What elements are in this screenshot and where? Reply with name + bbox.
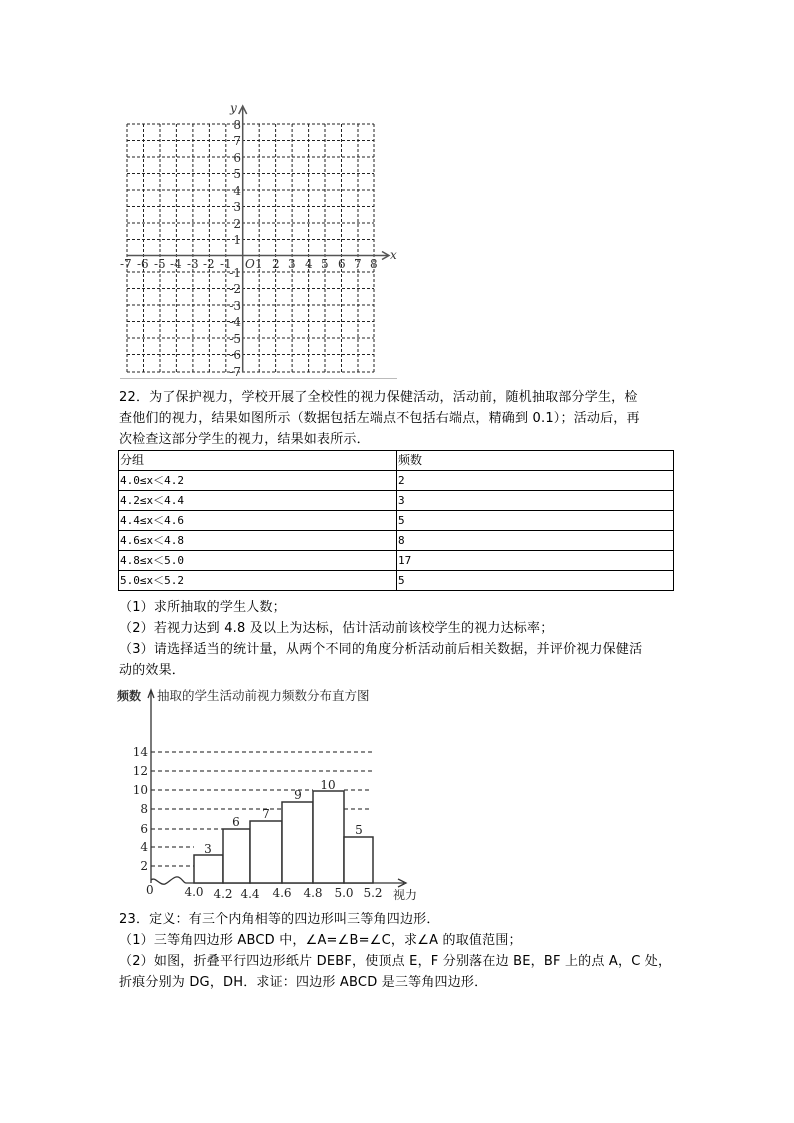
svg-text:-2: -2: [203, 257, 215, 271]
y-axis-label: y: [230, 101, 237, 115]
table-row: [119, 491, 674, 511]
bar-4.4-4.6: [250, 821, 282, 883]
svg-text:7: 7: [233, 134, 241, 148]
svg-text:3: 3: [288, 257, 296, 271]
svg-text:8: 8: [233, 118, 241, 132]
cell-frequency: 3: [397, 491, 674, 511]
cell-group: 4.8≤x＜5.0: [119, 551, 397, 571]
svg-text:12: 12: [132, 764, 148, 778]
bar-4.6-4.8: [282, 802, 313, 883]
svg-text:-2: -2: [229, 282, 241, 296]
svg-text:5: 5: [355, 823, 363, 837]
bar-4.0-4.2: [194, 855, 223, 883]
histogram-bars: [194, 791, 373, 883]
chart-title: 抽取的学生活动前视力频数分布直方图: [157, 688, 370, 703]
svg-text:6: 6: [232, 815, 240, 829]
table-row: [119, 551, 674, 571]
svg-text:1: 1: [255, 257, 263, 271]
svg-text:4.4: 4.4: [240, 887, 260, 901]
q22-sub-3: （3）请选择适当的统计量，从两个不同的角度分析活动前后相关数据，并评价视力保健活: [119, 642, 643, 657]
svg-text:-3: -3: [229, 299, 241, 313]
histogram-chart: [115, 686, 425, 904]
cell-group: 4.2≤x＜4.4: [119, 491, 397, 511]
cell-group: 4.6≤x＜4.8: [119, 531, 397, 551]
svg-text:4: 4: [305, 257, 313, 271]
svg-text:3: 3: [233, 200, 241, 214]
svg-text:1: 1: [233, 233, 241, 247]
svg-text:4: 4: [140, 840, 148, 854]
svg-text:9: 9: [294, 788, 302, 802]
y-tick-labels: [229, 118, 241, 379]
grid-lines: [127, 124, 374, 372]
svg-text:4.8: 4.8: [303, 886, 323, 900]
q22-sub-2: （2）若视力达到 4.8 及以上为达标，估计活动前该校学生的视力达标率；: [119, 621, 554, 636]
cell-frequency: 17: [397, 551, 674, 571]
svg-text:5: 5: [321, 257, 329, 271]
svg-text:5: 5: [233, 167, 241, 181]
svg-text:2: 2: [233, 217, 241, 231]
svg-text:2: 2: [140, 859, 148, 873]
q23-sub-1: （1）三等角四边形 ABCD 中，∠A=∠B=∠C，求∠A 的取值范围；: [119, 933, 522, 948]
table-header-row: [119, 451, 674, 471]
bar-4.2-4.4: [223, 829, 250, 883]
bar-4.8-5.0: [313, 791, 344, 883]
q23-sub-2: （2）如图，折叠平行四边形纸片 DEBF，使顶点 E，F 分别落在边 BE，BF 上的点 A，C 处，: [119, 954, 672, 969]
svg-text:-6: -6: [137, 257, 149, 271]
header-frequency: 频数: [397, 451, 674, 471]
q22-intro-line-3: 次检查这部分学生的视力，结果如表所示．: [119, 432, 370, 447]
origin-label: O: [245, 257, 255, 271]
svg-text:3: 3: [204, 842, 212, 856]
svg-text:14: 14: [132, 745, 148, 759]
cell-group: 4.0≤x＜4.2: [119, 471, 397, 491]
cell-frequency: 2: [397, 471, 674, 491]
coordinate-grid-figure: [112, 98, 402, 383]
svg-text:2: 2: [272, 257, 280, 271]
svg-text:4: 4: [233, 184, 241, 198]
svg-text:-4: -4: [229, 315, 241, 329]
svg-text:10: 10: [132, 783, 148, 797]
svg-text:-4: -4: [170, 257, 182, 271]
svg-text:4.0: 4.0: [184, 885, 204, 899]
svg-text:-5: -5: [154, 257, 166, 271]
q22-sub-3-cont: 动的效果．: [119, 663, 186, 678]
svg-text:-6: -6: [229, 348, 241, 362]
cell-group: 4.4≤x＜4.6: [119, 511, 397, 531]
svg-text:8: 8: [140, 802, 148, 816]
q22-sub-1: （1）求所抽取的学生人数；: [119, 600, 286, 615]
svg-text:8: 8: [370, 257, 378, 271]
svg-text:-5: -5: [229, 332, 241, 346]
frequency-table: [118, 450, 674, 591]
table-row: [119, 471, 674, 491]
svg-text:6: 6: [140, 822, 148, 836]
chart-ylabel: 频数: [117, 689, 142, 703]
q22-intro-line-1: 22．为了保护视力，学校开展了全校性的视力保健活动，活动前，随机抽取部分学生，检: [119, 390, 638, 405]
table-row: [119, 571, 674, 591]
x-axis-label: x: [390, 248, 397, 262]
cell-group: 5.0≤x＜5.2: [119, 571, 397, 591]
x-tick-labels: [184, 885, 382, 901]
chart-xlabel: 视力: [393, 888, 418, 902]
cell-frequency: 8: [397, 531, 674, 551]
header-group: 分组: [119, 451, 397, 471]
q23-definition: 23．定义：有三个内角相等的四边形叫三等角四边形．: [119, 912, 440, 927]
q22-intro-line-2: 查他们的视力，结果如图所示（数据包括左端点不包括右端点，精确到 0.1）；活动后，再: [119, 411, 640, 426]
svg-text:-1: -1: [229, 266, 241, 280]
svg-text:4.6: 4.6: [272, 886, 292, 900]
svg-text:4.2: 4.2: [213, 887, 233, 901]
svg-text:6: 6: [338, 257, 346, 271]
cell-frequency: 5: [397, 511, 674, 531]
table-row: [119, 511, 674, 531]
svg-text:7: 7: [354, 257, 362, 271]
cell-frequency: 5: [397, 571, 674, 591]
svg-text:-7: -7: [120, 257, 132, 271]
svg-text:-7: -7: [229, 365, 241, 379]
bar-5.0-5.2: [344, 837, 373, 883]
svg-text:10: 10: [320, 778, 336, 792]
svg-text:6: 6: [233, 151, 241, 165]
table-row: [119, 531, 674, 551]
svg-text:7: 7: [262, 807, 270, 821]
y-tick-labels: [133, 745, 149, 873]
svg-text:-3: -3: [187, 257, 199, 271]
svg-text:5.2: 5.2: [363, 886, 383, 900]
chart-origin-label: 0: [146, 883, 154, 897]
svg-text:5.0: 5.0: [334, 886, 354, 900]
svg-text:-1: -1: [220, 257, 232, 271]
q23-sub-2-cont: 折痕分别为 DG，DH．求证：四边形 ABCD 是三等角四边形．: [119, 975, 488, 990]
